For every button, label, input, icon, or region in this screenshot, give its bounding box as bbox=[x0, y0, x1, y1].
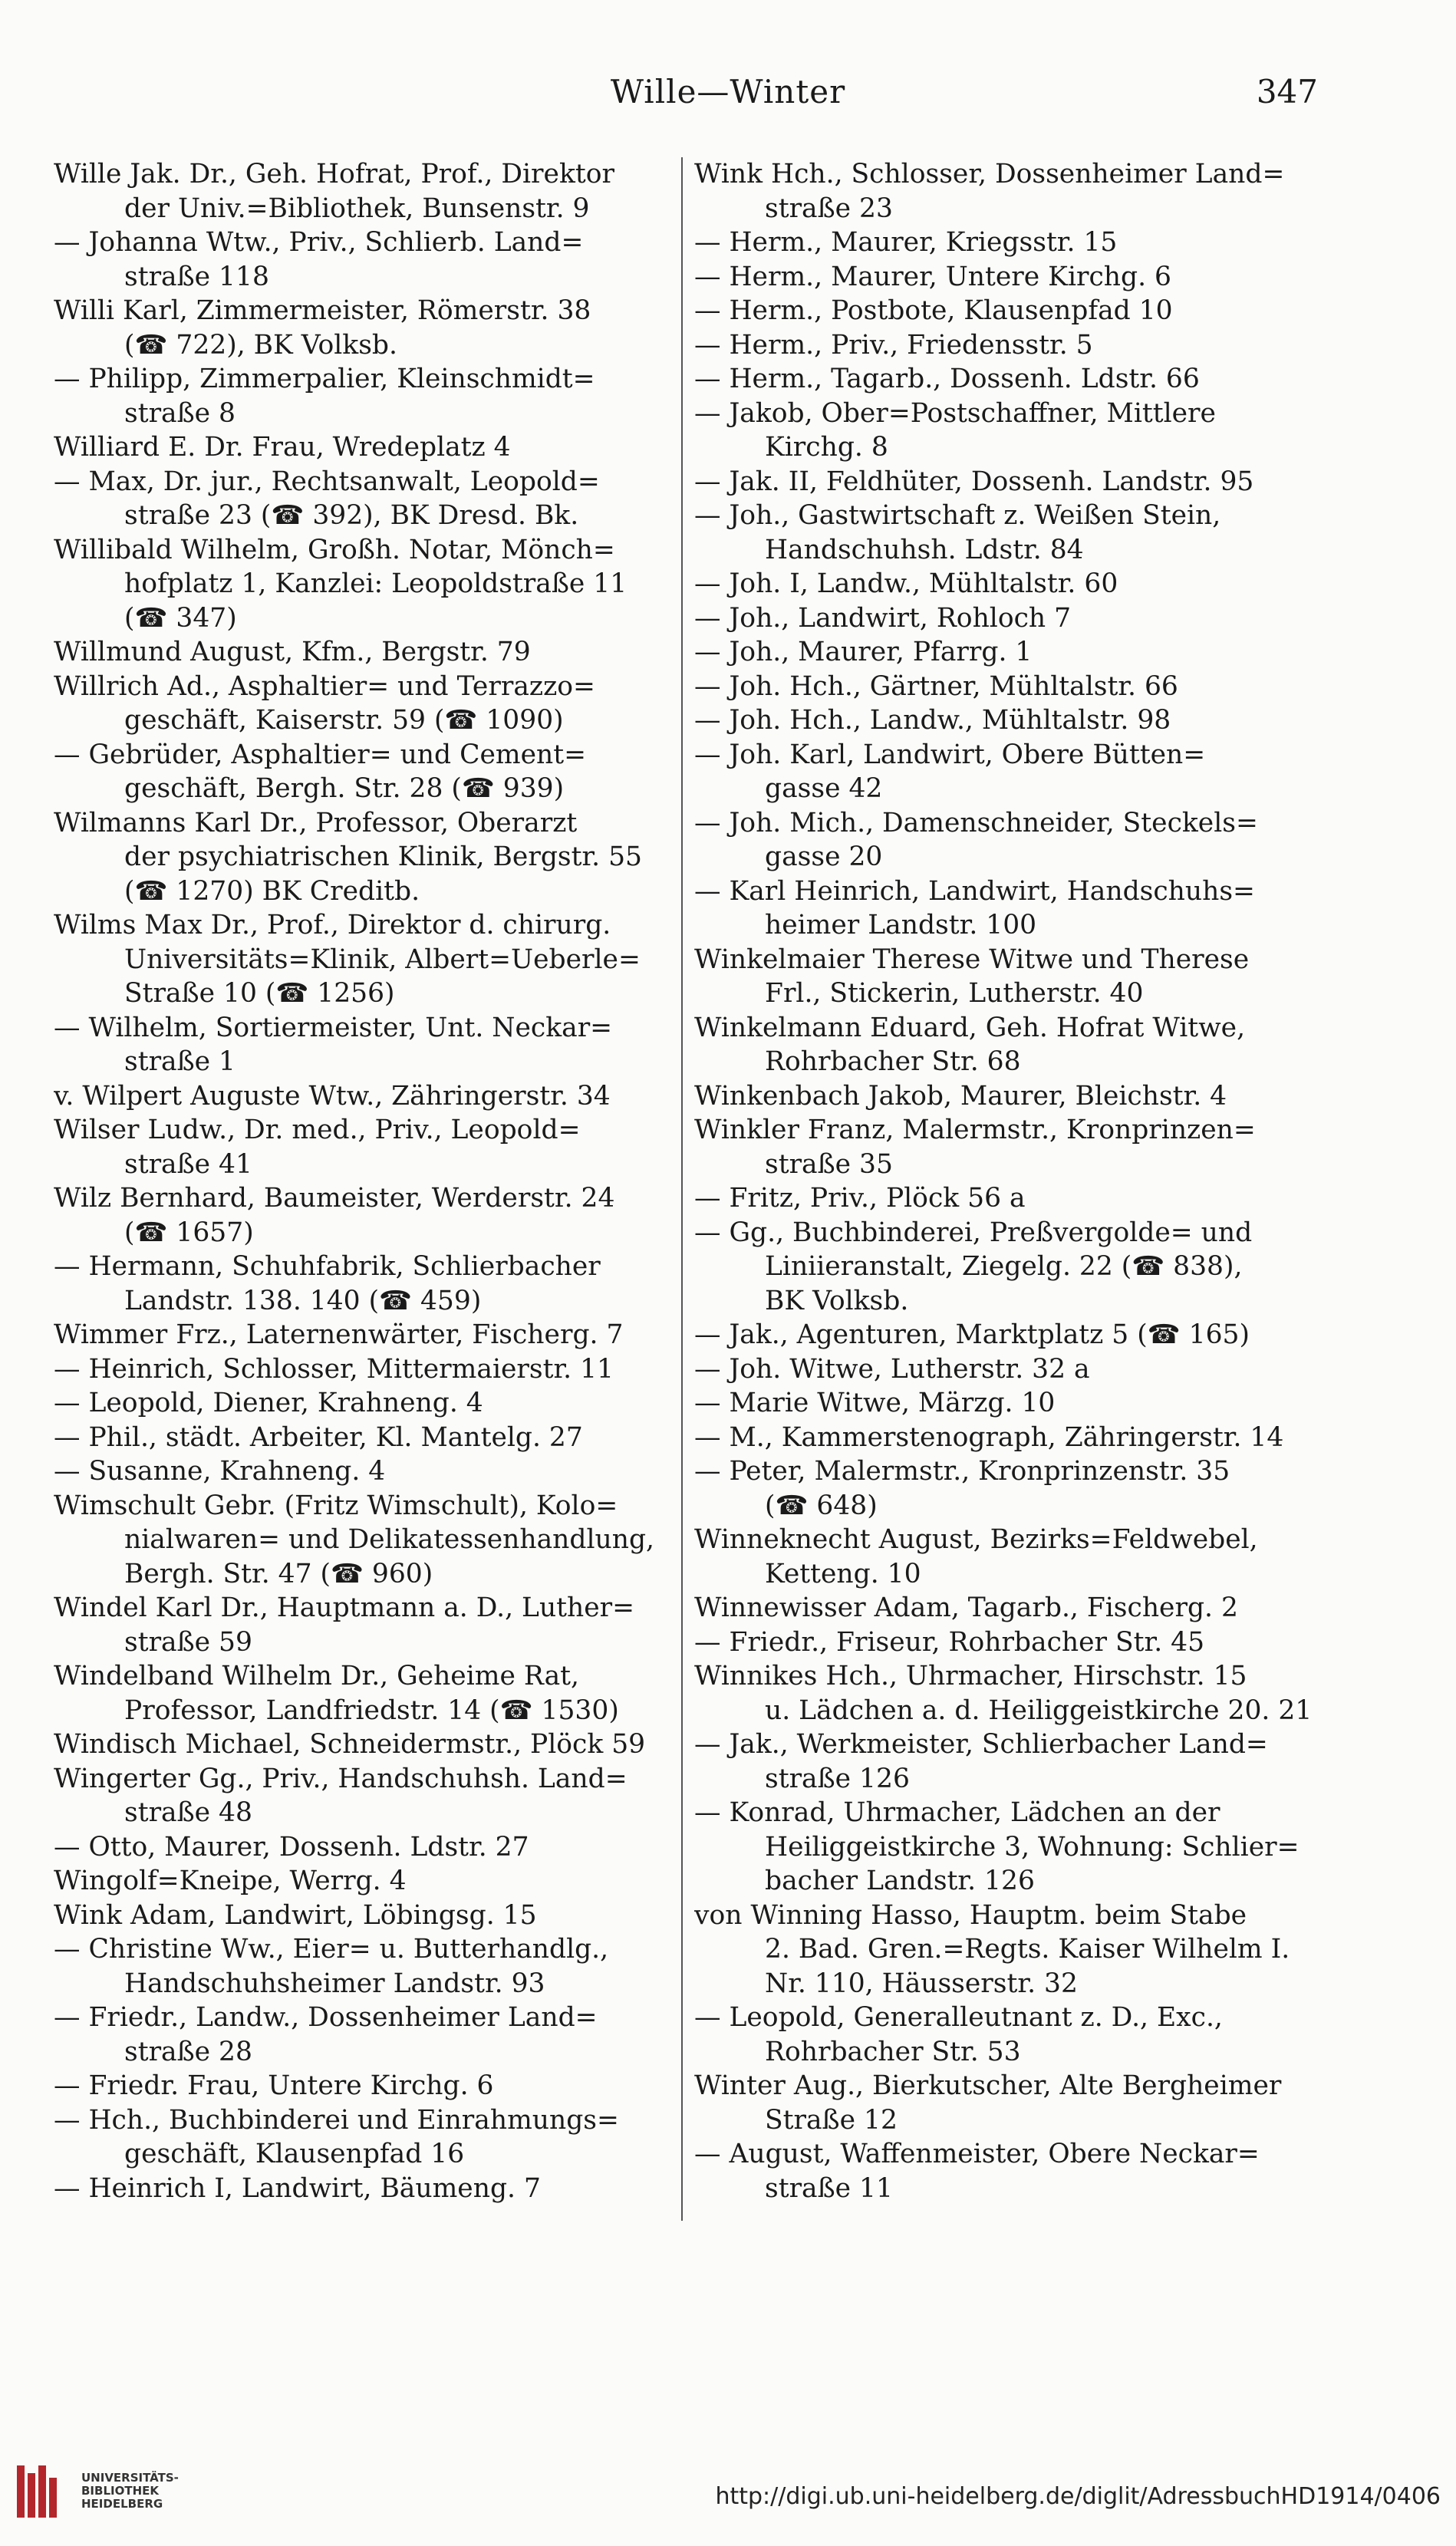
directory-entry-line: — Friedr., Friseur, Rohrbacher Str. 45 bbox=[694, 1626, 1205, 1658]
directory-entry-line: — Joh. Witwe, Lutherstr. 32 a bbox=[694, 1353, 1090, 1385]
entry-continuation-line: Handschuhsh. Ldstr. 84 bbox=[765, 534, 1084, 565]
entry-continuation-line: Bergh. Str. 47 (☎ 960) bbox=[124, 1558, 433, 1589]
directory-entry-line: Windisch Michael, Schneidermstr., Plöck 59 bbox=[54, 1729, 646, 1760]
directory-entry-line: Willibald Wilhelm, Großh. Notar, Mönch= bbox=[54, 534, 615, 565]
directory-entry-line: — Susanne, Krahneng. 4 bbox=[54, 1456, 386, 1487]
entry-continuation-line: der Univ.=Bibliothek, Bunsenstr. 9 bbox=[124, 193, 590, 224]
directory-entry-line: — Leopold, Generalleutnant z. D., Exc., bbox=[694, 2002, 1223, 2033]
source-url[interactable]: http://digi.ub.uni-heidelberg.de/diglit/AdressbuchHD1914/0406 bbox=[715, 2483, 1441, 2510]
directory-entry-line: — M., Kammerstenograph, Zähringerstr. 14 bbox=[694, 1421, 1284, 1453]
directory-entry-line: — Leopold, Diener, Krahneng. 4 bbox=[54, 1388, 483, 1418]
directory-entry-line: Willmund August, Kfm., Bergstr. 79 bbox=[54, 637, 531, 667]
directory-entry-line: Winnewisser Adam, Tagarb., Fischerg. 2 bbox=[694, 1592, 1238, 1623]
directory-entry-line: Willi Karl, Zimmermeister, Römerstr. 38 bbox=[54, 295, 591, 326]
directory-entry-line: Winkenbach Jakob, Maurer, Bleichstr. 4 bbox=[694, 1080, 1227, 1112]
entry-continuation-line: Heiliggeistkirche 3, Wohnung: Schlier= bbox=[765, 1831, 1300, 1863]
directory-entry-line: — Hch., Buchbinderei und Einrahmungs= bbox=[54, 2104, 619, 2136]
directory-entry-line: Windel Karl Dr., Hauptmann a. D., Luther= bbox=[54, 1592, 635, 1623]
directory-entry-line: — Jak. II, Feldhüter, Dossenh. Landstr. 95 bbox=[694, 466, 1254, 497]
directory-entry-line: — August, Waffenmeister, Obere Neckar= bbox=[694, 2139, 1260, 2169]
directory-entry-line: Wimmer Frz., Laternenwärter, Fischerg. 7 bbox=[54, 1319, 624, 1350]
directory-entry-line: — Max, Dr. jur., Rechtsanwalt, Leopold= bbox=[54, 466, 600, 497]
directory-entry-line: Wilser Ludw., Dr. med., Priv., Leopold= bbox=[54, 1115, 581, 1145]
entry-continuation-line: (☎ 722), BK Volksb. bbox=[124, 329, 397, 361]
entry-continuation-line: straße 8 bbox=[124, 397, 236, 429]
directory-entry-line: Winkler Franz, Malermstr., Kronprinzen= bbox=[694, 1115, 1256, 1145]
directory-entry-line: — Gg., Buchbinderei, Preßvergolde= und bbox=[694, 1217, 1253, 1248]
entry-continuation-line: geschäft, Bergh. Str. 28 (☎ 939) bbox=[124, 773, 565, 804]
directory-entry-line: Winter Aug., Bierkutscher, Alte Bergheimer bbox=[694, 2070, 1282, 2101]
entry-continuation-line: straße 118 bbox=[124, 261, 269, 292]
directory-entry-line: — Hermann, Schuhfabrik, Schlierbacher bbox=[54, 1251, 601, 1282]
entry-continuation-line: Handschuhsheimer Landstr. 93 bbox=[124, 1968, 545, 1999]
entry-continuation-line: Kirchg. 8 bbox=[765, 432, 888, 463]
directory-entry-line: Wilz Bernhard, Baumeister, Werderstr. 24 bbox=[54, 1183, 615, 1214]
column-divider bbox=[681, 157, 683, 2221]
entry-continuation-line: der psychiatrischen Klinik, Bergstr. 55 bbox=[124, 842, 643, 872]
directory-entry-line: Wille Jak. Dr., Geh. Hofrat, Prof., Direktor bbox=[54, 159, 615, 189]
directory-entry-line: Willrich Ad., Asphaltier= und Terrazzo= bbox=[54, 670, 595, 702]
directory-entry-line: — Peter, Malermstr., Kronprinzenstr. 35 bbox=[694, 1456, 1230, 1487]
entry-continuation-line: gasse 42 bbox=[765, 773, 883, 804]
entry-continuation-line: Liniieranstalt, Ziegelg. 22 (☎ 838), bbox=[765, 1251, 1243, 1282]
entry-continuation-line: Landstr. 138. 140 (☎ 459) bbox=[124, 1285, 482, 1316]
directory-entry-line: — Fritz, Priv., Plöck 56 a bbox=[694, 1183, 1026, 1214]
entry-continuation-line: (☎ 648) bbox=[765, 1490, 878, 1521]
directory-entry-line: Winkelmaier Therese Witwe und Therese bbox=[694, 944, 1250, 975]
directory-entry-line: — Joh. Karl, Landwirt, Obere Bütten= bbox=[694, 739, 1206, 770]
entry-continuation-line: gasse 20 bbox=[765, 842, 883, 872]
directory-entry-line: Wink Adam, Landwirt, Löbingsg. 15 bbox=[54, 1899, 537, 1931]
directory-entry-line: Wilmanns Karl Dr., Professor, Oberarzt bbox=[54, 807, 578, 838]
directory-entry-line: — Herm., Maurer, Kriegsstr. 15 bbox=[694, 227, 1118, 258]
directory-entry-line: — Marie Witwe, Märzg. 10 bbox=[694, 1388, 1056, 1418]
page-number: 347 bbox=[1256, 73, 1318, 110]
entry-continuation-line: Professor, Landfriedstr. 14 (☎ 1530) bbox=[124, 1695, 619, 1726]
entry-continuation-line: straße 11 bbox=[765, 2172, 893, 2204]
directory-entry-line: — Joh. Hch., Gärtner, Mühltalstr. 66 bbox=[694, 670, 1178, 702]
entry-continuation-line: heimer Landstr. 100 bbox=[765, 910, 1037, 940]
entry-continuation-line: 2. Bad. Gren.=Regts. Kaiser Wilhelm I. bbox=[765, 1934, 1290, 1965]
entry-continuation-line: hofplatz 1, Kanzlei: Leopoldstraße 11 bbox=[124, 568, 628, 599]
entry-continuation-line: straße 126 bbox=[765, 1763, 910, 1794]
directory-entry-line: Winnikes Hch., Uhrmacher, Hirschstr. 15 bbox=[694, 1661, 1247, 1691]
directory-entry-line: — Joh. I, Landw., Mühltalstr. 60 bbox=[694, 568, 1118, 599]
directory-entry-line: — Phil., städt. Arbeiter, Kl. Mantelg. 27 bbox=[54, 1421, 583, 1453]
directory-entry-line: — Herm., Tagarb., Dossenh. Ldstr. 66 bbox=[694, 364, 1200, 394]
directory-entry-line: Windelband Wilhelm Dr., Geheime Rat, bbox=[54, 1661, 580, 1691]
entry-continuation-line: Rohrbacher Str. 53 bbox=[765, 2036, 1021, 2067]
directory-entry-line: — Joh. Mich., Damenschneider, Steckels= bbox=[694, 807, 1258, 838]
directory-entry-line: — Christine Ww., Eier= u. Butterhandlg., bbox=[54, 1934, 609, 1965]
directory-entry-line: — Gebrüder, Asphaltier= und Cement= bbox=[54, 739, 587, 770]
entry-continuation-line: Straße 10 (☎ 1256) bbox=[124, 978, 395, 1009]
entry-continuation-line: Universitäts=Klinik, Albert=Ueberle= bbox=[124, 944, 641, 975]
directory-entry-line: — Joh. Hch., Landw., Mühltalstr. 98 bbox=[694, 705, 1171, 736]
directory-entry-line: — Herm., Maurer, Untere Kirchg. 6 bbox=[694, 261, 1171, 292]
entry-continuation-line: BK Volksb. bbox=[765, 1285, 909, 1316]
entry-continuation-line: (☎ 1270) BK Creditb. bbox=[124, 875, 420, 907]
directory-entry-line: — Jak., Werkmeister, Schlierbacher Land= bbox=[694, 1729, 1268, 1760]
library-logo bbox=[14, 2455, 206, 2531]
directory-entry-line: Williard E. Dr. Frau, Wredeplatz 4 bbox=[54, 432, 511, 463]
entry-continuation-line: u. Lädchen a. d. Heiliggeistkirche 20. 21 bbox=[765, 1695, 1313, 1726]
left-column bbox=[54, 157, 683, 2205]
entry-continuation-line: Frl., Stickerin, Lutherstr. 40 bbox=[765, 978, 1144, 1009]
directory-entry-line: Wilms Max Dr., Prof., Direktor d. chirurg. bbox=[54, 910, 611, 940]
directory-entry-line: Winkelmann Eduard, Geh. Hofrat Witwe, bbox=[694, 1012, 1246, 1043]
directory-entry-line: — Jakob, Ober=Postschaffner, Mittlere bbox=[694, 397, 1216, 429]
directory-entry-line: — Philipp, Zimmerpalier, Kleinschmidt= bbox=[54, 364, 595, 394]
entry-continuation-line: Straße 12 bbox=[765, 2104, 898, 2136]
entry-continuation-line: geschäft, Klausenpfad 16 bbox=[124, 2139, 465, 2169]
entry-continuation-line: Nr. 110, Häusserstr. 32 bbox=[765, 1968, 1078, 1999]
directory-entry-line: — Herm., Postbote, Klausenpfad 10 bbox=[694, 295, 1173, 326]
directory-entry-line: Wingerter Gg., Priv., Handschuhsh. Land= bbox=[54, 1763, 628, 1794]
directory-entry-line: von Winning Hasso, Hauptm. beim Stabe bbox=[694, 1899, 1247, 1931]
entry-continuation-line: nialwaren= und Delikatessenhandlung, bbox=[124, 1524, 655, 1555]
running-head: Wille—Winter bbox=[610, 73, 846, 110]
right-column bbox=[694, 157, 1323, 2205]
entry-continuation-line: bacher Landstr. 126 bbox=[765, 1866, 1035, 1896]
directory-entry-line: — Friedr., Landw., Dossenheimer Land= bbox=[54, 2002, 598, 2033]
directory-entry-line: — Friedr. Frau, Untere Kirchg. 6 bbox=[54, 2070, 494, 2101]
entry-continuation-line: geschäft, Kaiserstr. 59 (☎ 1090) bbox=[124, 705, 564, 736]
directory-entry-line: — Jak., Agenturen, Marktplatz 5 (☎ 165) bbox=[694, 1319, 1250, 1350]
entry-continuation-line: Rohrbacher Str. 68 bbox=[765, 1046, 1021, 1077]
directory-entry-line: — Konrad, Uhrmacher, Lädchen an der bbox=[694, 1797, 1220, 1828]
directory-entry-line: — Joh., Landwirt, Rohloch 7 bbox=[694, 602, 1072, 634]
entry-continuation-line: (☎ 347) bbox=[124, 602, 237, 634]
directory-entry-line: Wingolf=Kneipe, Werrg. 4 bbox=[54, 1866, 407, 1896]
entry-continuation-line: Ketteng. 10 bbox=[765, 1558, 921, 1589]
directory-entry-line: — Heinrich, Schlosser, Mittermaierstr. 11 bbox=[54, 1353, 614, 1385]
directory-entry-line: — Karl Heinrich, Landwirt, Handschuhs= bbox=[694, 875, 1255, 907]
directory-entry-line: — Wilhelm, Sortiermeister, Unt. Neckar= bbox=[54, 1012, 613, 1043]
directory-entry-line: — Joh., Gastwirtschaft z. Weißen Stein, bbox=[694, 500, 1221, 531]
page-header bbox=[0, 73, 1456, 134]
library-logo-text: UNIVERSITÄTS- BIBLIOTHEK HEIDELBERG bbox=[81, 2471, 179, 2511]
entry-continuation-line: straße 41 bbox=[124, 1148, 252, 1180]
entry-continuation-line: straße 35 bbox=[765, 1148, 893, 1180]
directory-entry-line: — Herm., Priv., Friedensstr. 5 bbox=[694, 329, 1093, 361]
directory-entry-line: v. Wilpert Auguste Wtw., Zähringerstr. 34 bbox=[54, 1080, 611, 1112]
entry-continuation-line: straße 28 bbox=[124, 2036, 252, 2067]
entry-continuation-line: straße 1 bbox=[124, 1046, 236, 1077]
directory-entry-line: — Johanna Wtw., Priv., Schlierb. Land= bbox=[54, 227, 584, 258]
entry-continuation-line: straße 48 bbox=[124, 1797, 252, 1828]
entry-continuation-line: straße 23 bbox=[765, 193, 893, 224]
entry-continuation-line: straße 59 bbox=[124, 1626, 252, 1658]
directory-entry-line: — Otto, Maurer, Dossenh. Ldstr. 27 bbox=[54, 1831, 529, 1863]
entry-continuation-line: (☎ 1657) bbox=[124, 1217, 254, 1248]
directory-entry-line: Wimschult Gebr. (Fritz Wimschult), Kolo= bbox=[54, 1490, 618, 1521]
library-logo-icon bbox=[14, 2461, 66, 2522]
directory-entry-line: — Heinrich I, Landwirt, Bäumeng. 7 bbox=[54, 2172, 541, 2204]
entry-continuation-line: straße 23 (☎ 392), BK Dresd. Bk. bbox=[124, 500, 579, 531]
directory-entry-line: Winneknecht August, Bezirks=Feldwebel, bbox=[694, 1524, 1258, 1555]
directory-entry-line: Wink Hch., Schlosser, Dossenheimer Land= bbox=[694, 159, 1285, 189]
directory-entry-line: — Joh., Maurer, Pfarrg. 1 bbox=[694, 637, 1033, 667]
